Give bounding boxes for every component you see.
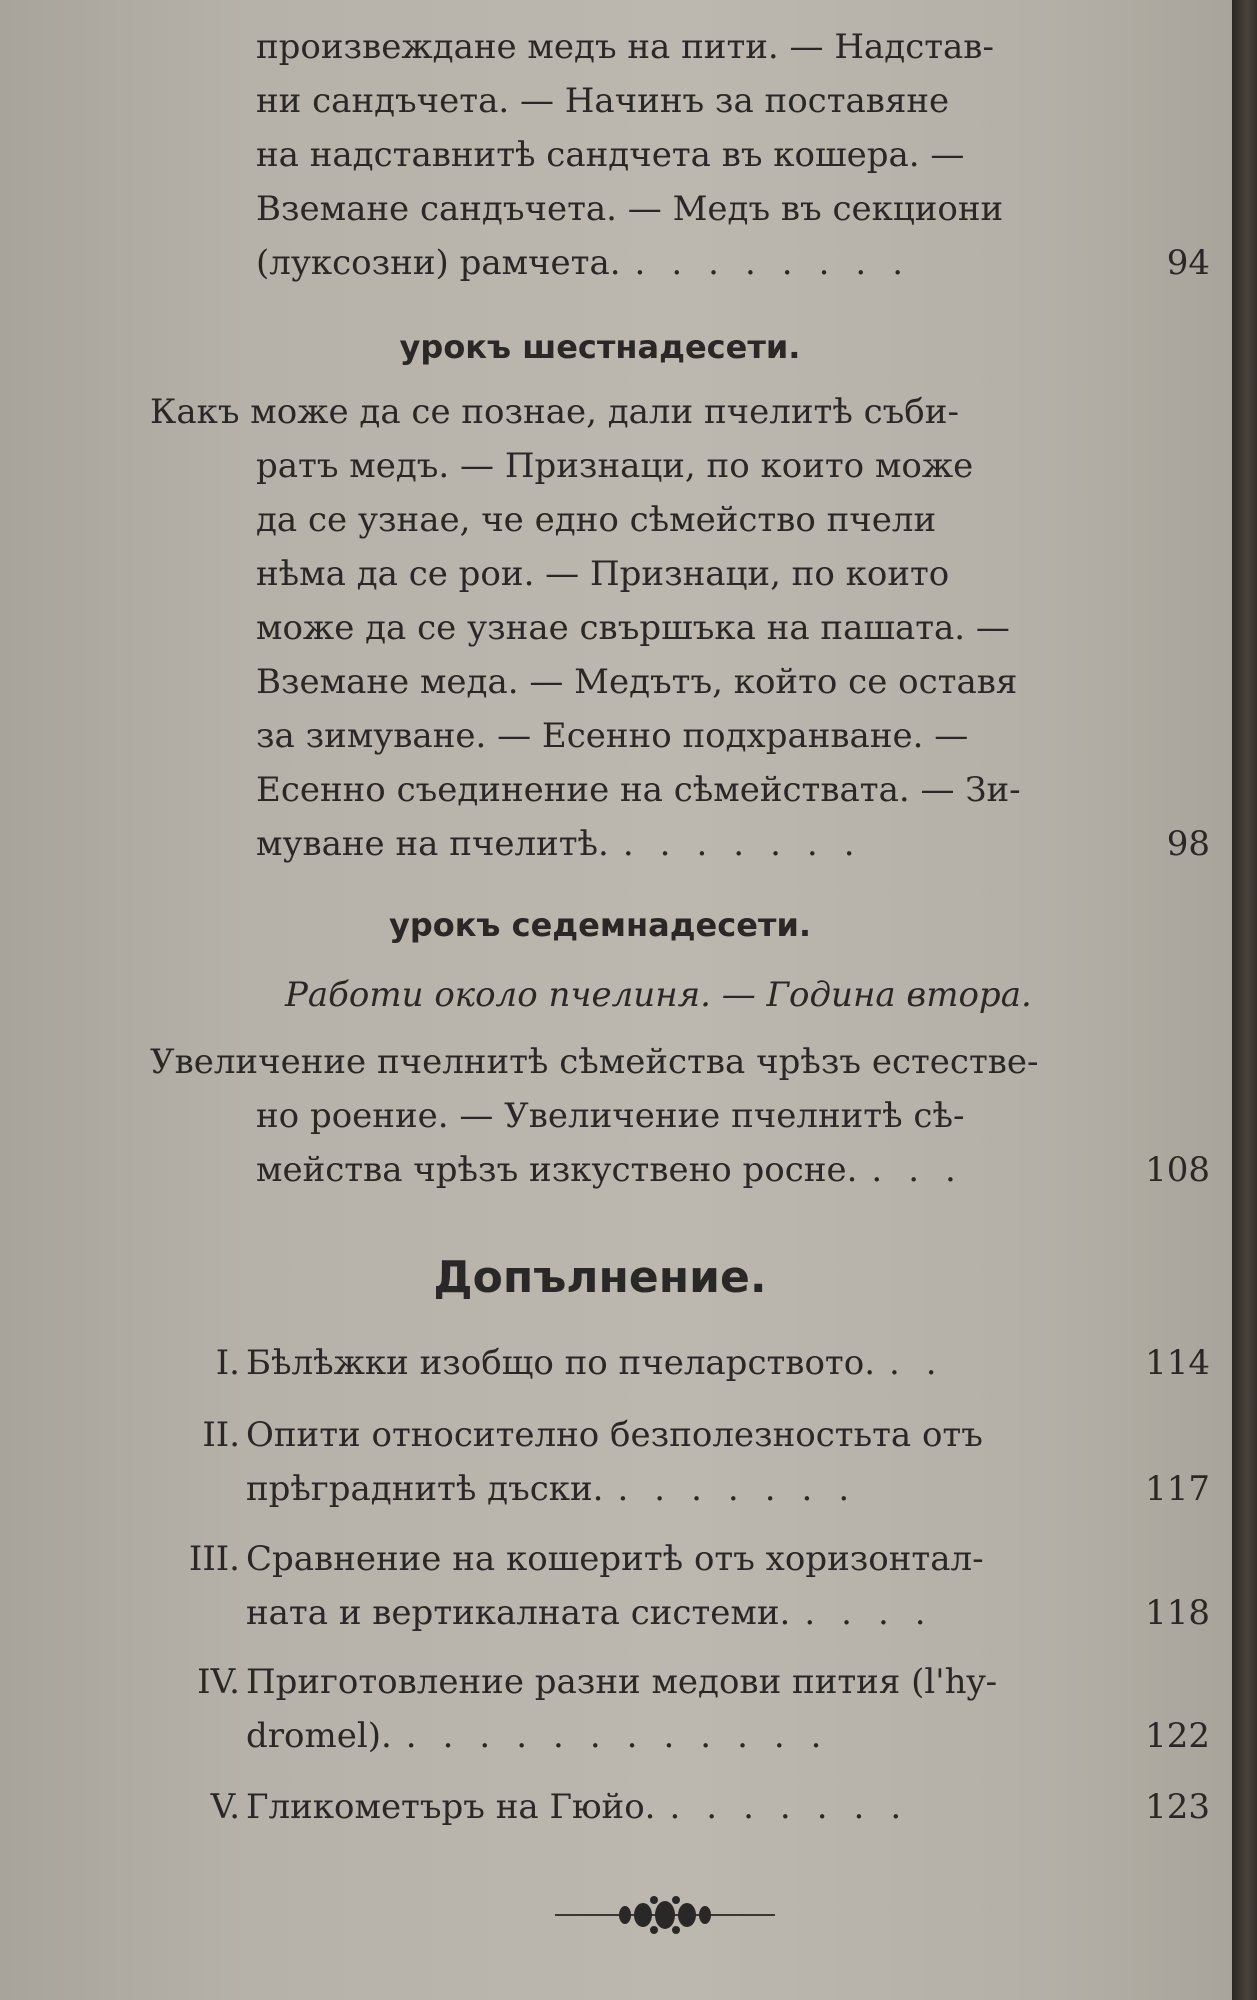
entry-last-line (150, 817, 1210, 871)
entry-last-line (246, 1709, 1210, 1763)
entry-line: Сравнение на кошеритѣ отъ хоризонтал- (246, 1539, 984, 1579)
entry-line: нѣма да се рои. — Признаци, по които (256, 554, 950, 594)
ornament-divider (555, 1890, 775, 1940)
entry-line: Приготовление разни медови пития (l'hy- (246, 1662, 998, 1702)
appendix-item-3 (150, 1532, 1210, 1640)
entry-line: прѣграднитѣ дъски. (246, 1469, 604, 1509)
entry-line: Есенно съединение на сѣмействата. — Зи- (256, 770, 1021, 810)
page-number: 123 (1145, 1787, 1210, 1827)
roman-numeral: III. (188, 1539, 240, 1579)
roman-numeral: I. (215, 1343, 240, 1383)
entry-line: Опити относително безполезностьта отъ (246, 1415, 983, 1455)
entry-line: Вземане сандъчета. — Медъ въ секциони (256, 189, 1004, 229)
appendix-item-1 (150, 1336, 1210, 1390)
entry-line: (луксозни) рамчета. (256, 243, 621, 283)
entry-line: но роение. — Увеличение пчелнитѣ сѣ- (256, 1096, 965, 1136)
entry-line: Гликометъръ на Гюйо. (246, 1787, 656, 1827)
entry-line: ни сандъчета. — Начинъ за поставяне (256, 81, 950, 121)
entry-line: ратъ медъ. — Признаци, по които може (256, 446, 974, 486)
entry-line: мейства чрѣзъ изкуствено росне. (256, 1150, 858, 1190)
roman-numeral: II. (202, 1415, 240, 1455)
appendix-item-2 (150, 1408, 1210, 1516)
page-number: 122 (1145, 1716, 1210, 1756)
entry-line: за зимуване. — Есенно подхранване. — (256, 716, 969, 756)
entry-last-line (246, 1462, 1210, 1516)
page-number: 114 (1145, 1343, 1210, 1383)
page-number: 94 (1166, 243, 1210, 283)
entry-line: произвеждане медъ на пити. — Надстав- (256, 27, 994, 67)
leader-dots: .. (889, 1343, 963, 1383)
leader-dots: ....... (669, 1787, 928, 1827)
leader-dots: ........ (634, 243, 930, 283)
entry-line: Вземане меда. — Медътъ, който се оставя (256, 662, 1018, 702)
entry-line: на надставнитѣ сандчета въ кошера. — (256, 135, 965, 175)
page-edge (1232, 0, 1257, 2000)
leader-dots: ............ (405, 1716, 848, 1756)
appendix-heading: Допълнение. (433, 1252, 767, 1303)
leader-dots: .... (804, 1593, 952, 1633)
leader-dots: ... (871, 1150, 982, 1190)
roman-numeral: V. (210, 1787, 240, 1827)
entry-line: Бѣлѣжки изобщо по пчеларството. (246, 1343, 875, 1383)
appendix-item-5 (150, 1780, 1210, 1834)
lesson-heading: урокъ седемнадесети. (388, 906, 812, 944)
page-number: 98 (1166, 824, 1210, 864)
appendix-item-4 (150, 1655, 1210, 1763)
page-number: 108 (1145, 1150, 1210, 1190)
entry-last-line (246, 1586, 1210, 1640)
leader-dots: ....... (622, 824, 881, 864)
entry-last-line (246, 1780, 1210, 1834)
page-number: 118 (1145, 1593, 1210, 1633)
toc-entry-lesson15-continued (150, 20, 1210, 290)
entry-last-line (150, 236, 1210, 290)
entry-line: ната и вертикалната системи. (246, 1593, 791, 1633)
toc-entry-lesson17 (150, 1035, 1210, 1197)
entry-line: Увеличение пчелнитѣ сѣмейства чрѣзъ естестве- (150, 1042, 1039, 1082)
lesson-heading: урокъ шестнадесети. (399, 328, 801, 366)
toc-entry-lesson16 (150, 385, 1210, 871)
page-number: 117 (1145, 1469, 1210, 1509)
entry-line: може да се узнае свършъка на пашата. — (256, 608, 1010, 648)
entry-line: муване на пчелитѣ. (256, 824, 609, 864)
entry-line: dromel). (246, 1716, 392, 1756)
roman-numeral: IV. (197, 1662, 240, 1702)
entry-last-line (246, 1336, 1210, 1390)
lesson-subheading: Работи около пчелиня. — Година втора. (285, 975, 1032, 1015)
leader-dots: ....... (617, 1469, 876, 1509)
entry-line: Какъ може да се познае, дали пчелитѣ съби- (150, 392, 959, 432)
entry-last-line (150, 1143, 1210, 1197)
entry-line: да се узнае, че едно сѣмейство пчели (256, 500, 937, 540)
